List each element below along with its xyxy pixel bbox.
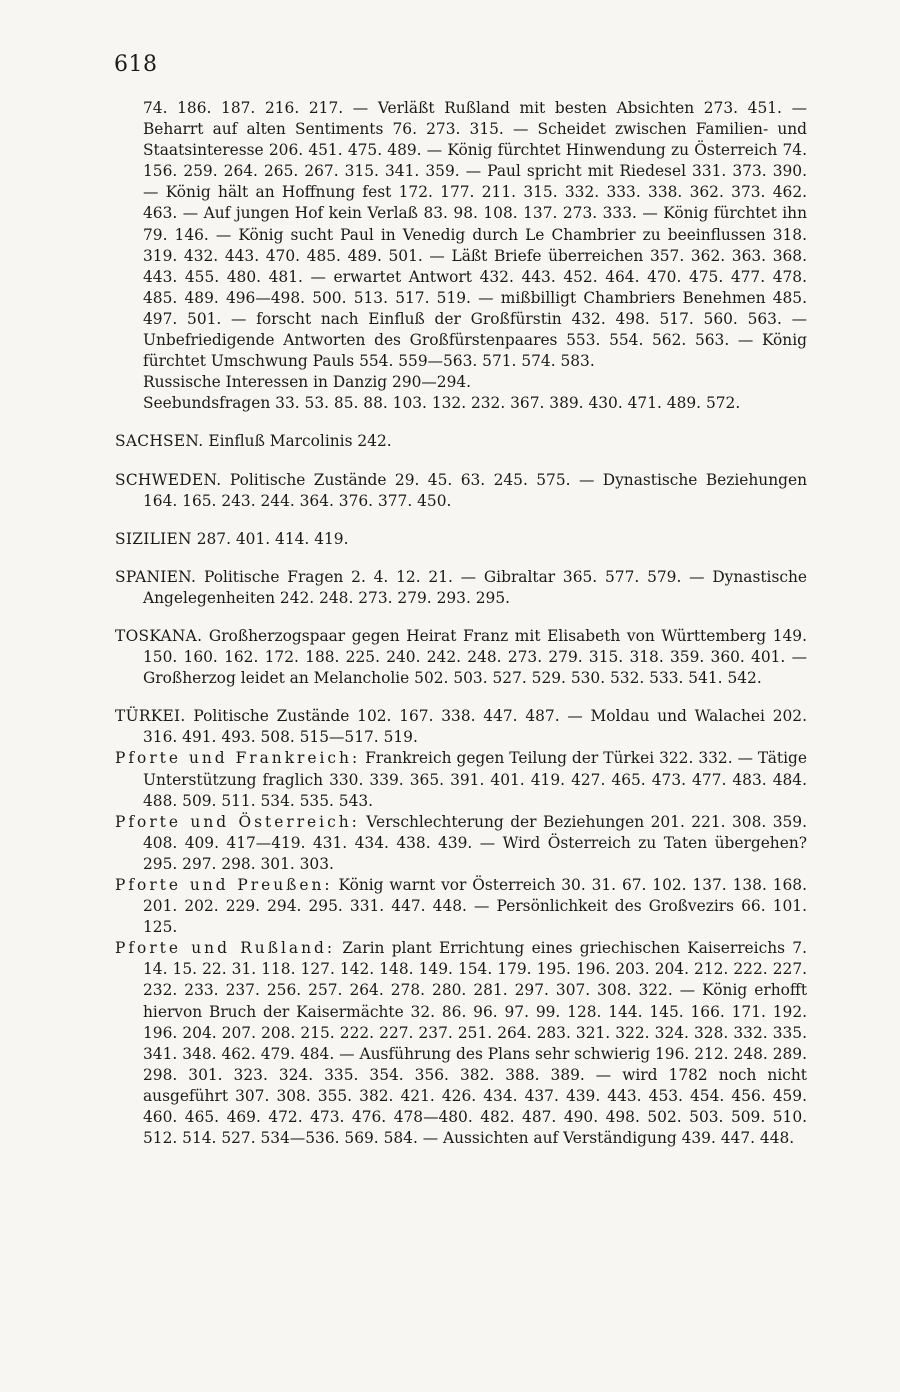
russland-danzig: Russische Interessen in Danzig 290—294.: [143, 373, 472, 392]
russland-continuation-text: 74. 186. 187. 216. 217. — Verläßt Rußland mit besten Absichten 273. 451. — Beharrt auf alten Sentiments 76. 273. 315. — Scheidet zwischen Familien- und Staatsinteresse 206. 451. 475. 489. — König fürchtet Hinwendung zu Österreich 74. 156. 259. 264. 265. 267. 315. 341. 359. — Paul spricht mit Riedesel 331. 373. 390. — König hält an Hoffnung fest 172. 177. 211. 315. 332. 333. 338. 362. 373. 462. 463. — Auf jungen Hof kein Verlaß 83. 98. 108. 137. 273. 333. — König fürchtet ihn 79. 146. — König sucht Paul in Venedig durch Le Chambrier zu beeinflussen 318. 319. 432. 443. 470. 485. 489. 501. — Läßt Briefe überreichen 357. 362. 363. 368. 443. 455. 480. 481. — erwartet Antwort 432. 443. 452. 464. 470. 475. 477. 478. 485. 489. 496—498. 500. 513. 517. 519. — mißbilligt Chambriers Benehmen 485. 497. 501. — forscht nach Einfluß der Großfürstin 432. 498. 517. 560. 563. — Unbefriedigende Antworten des Großfürstenpaares 553. 554. 562. 563. — König fürchtet Umschwung Pauls 554. 559—563. 571. 574. 583.: [143, 99, 807, 371]
subentry-text: Frankreich gegen Teilung der Türkei 322. 332. — Tätige Unterstützung fraglich 330. 339. 365. 391. 401. 419. 427. 465. 473. 477. 483. 484. 488. 509. 511. 534. 535. 543.: [143, 749, 807, 810]
entry-head: SACHSEN.: [115, 432, 204, 451]
entry-head: TOSKANA.: [115, 626, 203, 645]
subentry-oesterreich: [115, 812, 807, 875]
entry-text: Politische Fragen 2. 4. 12. 21. — Gibraltar 365. 577. 579. — Dynastische Angelegenheiten 242. 248. 273. 279. 293. 295.: [143, 567, 807, 607]
page-number: 618: [114, 52, 158, 77]
subentry-preussen: [115, 875, 807, 938]
entry-text: 287. 401. 414. 419.: [196, 529, 349, 548]
entry-text: Einfluß Marcolinis 242.: [208, 432, 392, 451]
entry-text: Politische Zustände 102. 167. 338. 447. 487. — Moldau und Walachei 202. 316. 491. 493. 508. 515—517. 519.: [143, 707, 807, 747]
subentry-head: Pforte und Frankreich:: [115, 749, 361, 768]
index-column: [115, 98, 807, 1166]
subentry-head: Pforte und Rußland:: [115, 939, 336, 958]
entry-russland-continuation: [143, 98, 807, 414]
subentry-russland: [115, 938, 807, 1149]
entry-sachsen: [115, 431, 807, 452]
entry-head: TÜRKEI.: [115, 707, 186, 726]
subentry-text: Verschlechterung der Beziehungen 201. 221. 308. 359. 408. 409. 417—419. 431. 434. 438. 439. — Wird Österreich zu Taten übergehen? 295. 297. 298. 301. 303.: [143, 812, 807, 873]
entry-text: Großherzogspaar gegen Heirat Franz mit Elisabeth von Württemberg 149. 150. 160. 162. 172. 188. 225. 240. 242. 248. 273. 279. 315. 318. 359. 360. 401. — Großherzog leidet an Melancholie 502. 503. 527. 529. 530. 532. 533. 541. 542.: [143, 626, 807, 688]
entry-schweden: [115, 470, 807, 512]
entry-head: SCHWEDEN.: [115, 470, 222, 489]
entry-toskana: [115, 626, 807, 689]
entry-head: SPANIEN.: [115, 567, 197, 586]
entry-spanien: [115, 567, 807, 609]
subentry-head: Pforte und Österreich:: [115, 812, 360, 831]
subentry-text: König warnt vor Österreich 30. 31. 67. 102. 137. 138. 168. 201. 202. 229. 294. 295. 331. 447. 448. — Persönlichkeit des Großvezirs 66. 101. 125.: [143, 876, 807, 937]
entry-text: Politische Zustände 29. 45. 63. 245. 575. — Dynastische Beziehungen 164. 165. 243. 244. 364. 376. 377. 450.: [143, 470, 807, 510]
entry-sizilien: [115, 529, 807, 550]
subentry-frankreich: [115, 748, 807, 811]
subentry-head: Pforte und Preußen:: [115, 876, 333, 894]
entry-tuerkei: [115, 706, 807, 1149]
russland-seebund: Seebundsfragen 33. 53. 85. 88. 103. 132. 232. 367. 389. 430. 471. 489. 572.: [143, 394, 741, 413]
entry-head: SIZILIEN: [115, 529, 192, 548]
subentry-text: Zarin plant Errichtung eines griechischen Kaiserreichs 7. 14. 15. 22. 31. 118. 127. 142. 148. 149. 154. 179. 195. 196. 203. 204. 212. 222. 227. 232. 233. 237. 256. 257. 264. 278. 280. 281. 297. 307. 308. 322. — König erhofft hiervon Bruch der Kaisermächte 32. 86. 96. 97. 99. 128. 144. 145. 166. 171. 192. 196. 204. 207. 208. 215. 222. 227. 237. 251. 264. 283. 321. 322. 324. 328. 332. 335. 341. 348. 462. 479. 484. — Ausführung des Plans sehr schwierig 196. 212. 248. 289. 298. 301. 323. 324. 335. 354. 356. 382. 388. 389. — wird 1782 noch nicht ausgeführt 307. 308. 355. 382. 421. 426. 434. 437. 439. 443. 453. 454. 456. 459. 460. 465. 469. 472. 473. 476. 478—480. 482. 487. 490. 498. 502. 503. 509. 510. 512. 514. 527. 534—536. 569. 584. — Aussichten auf Verständigung 439. 447. 448.: [143, 939, 807, 1148]
